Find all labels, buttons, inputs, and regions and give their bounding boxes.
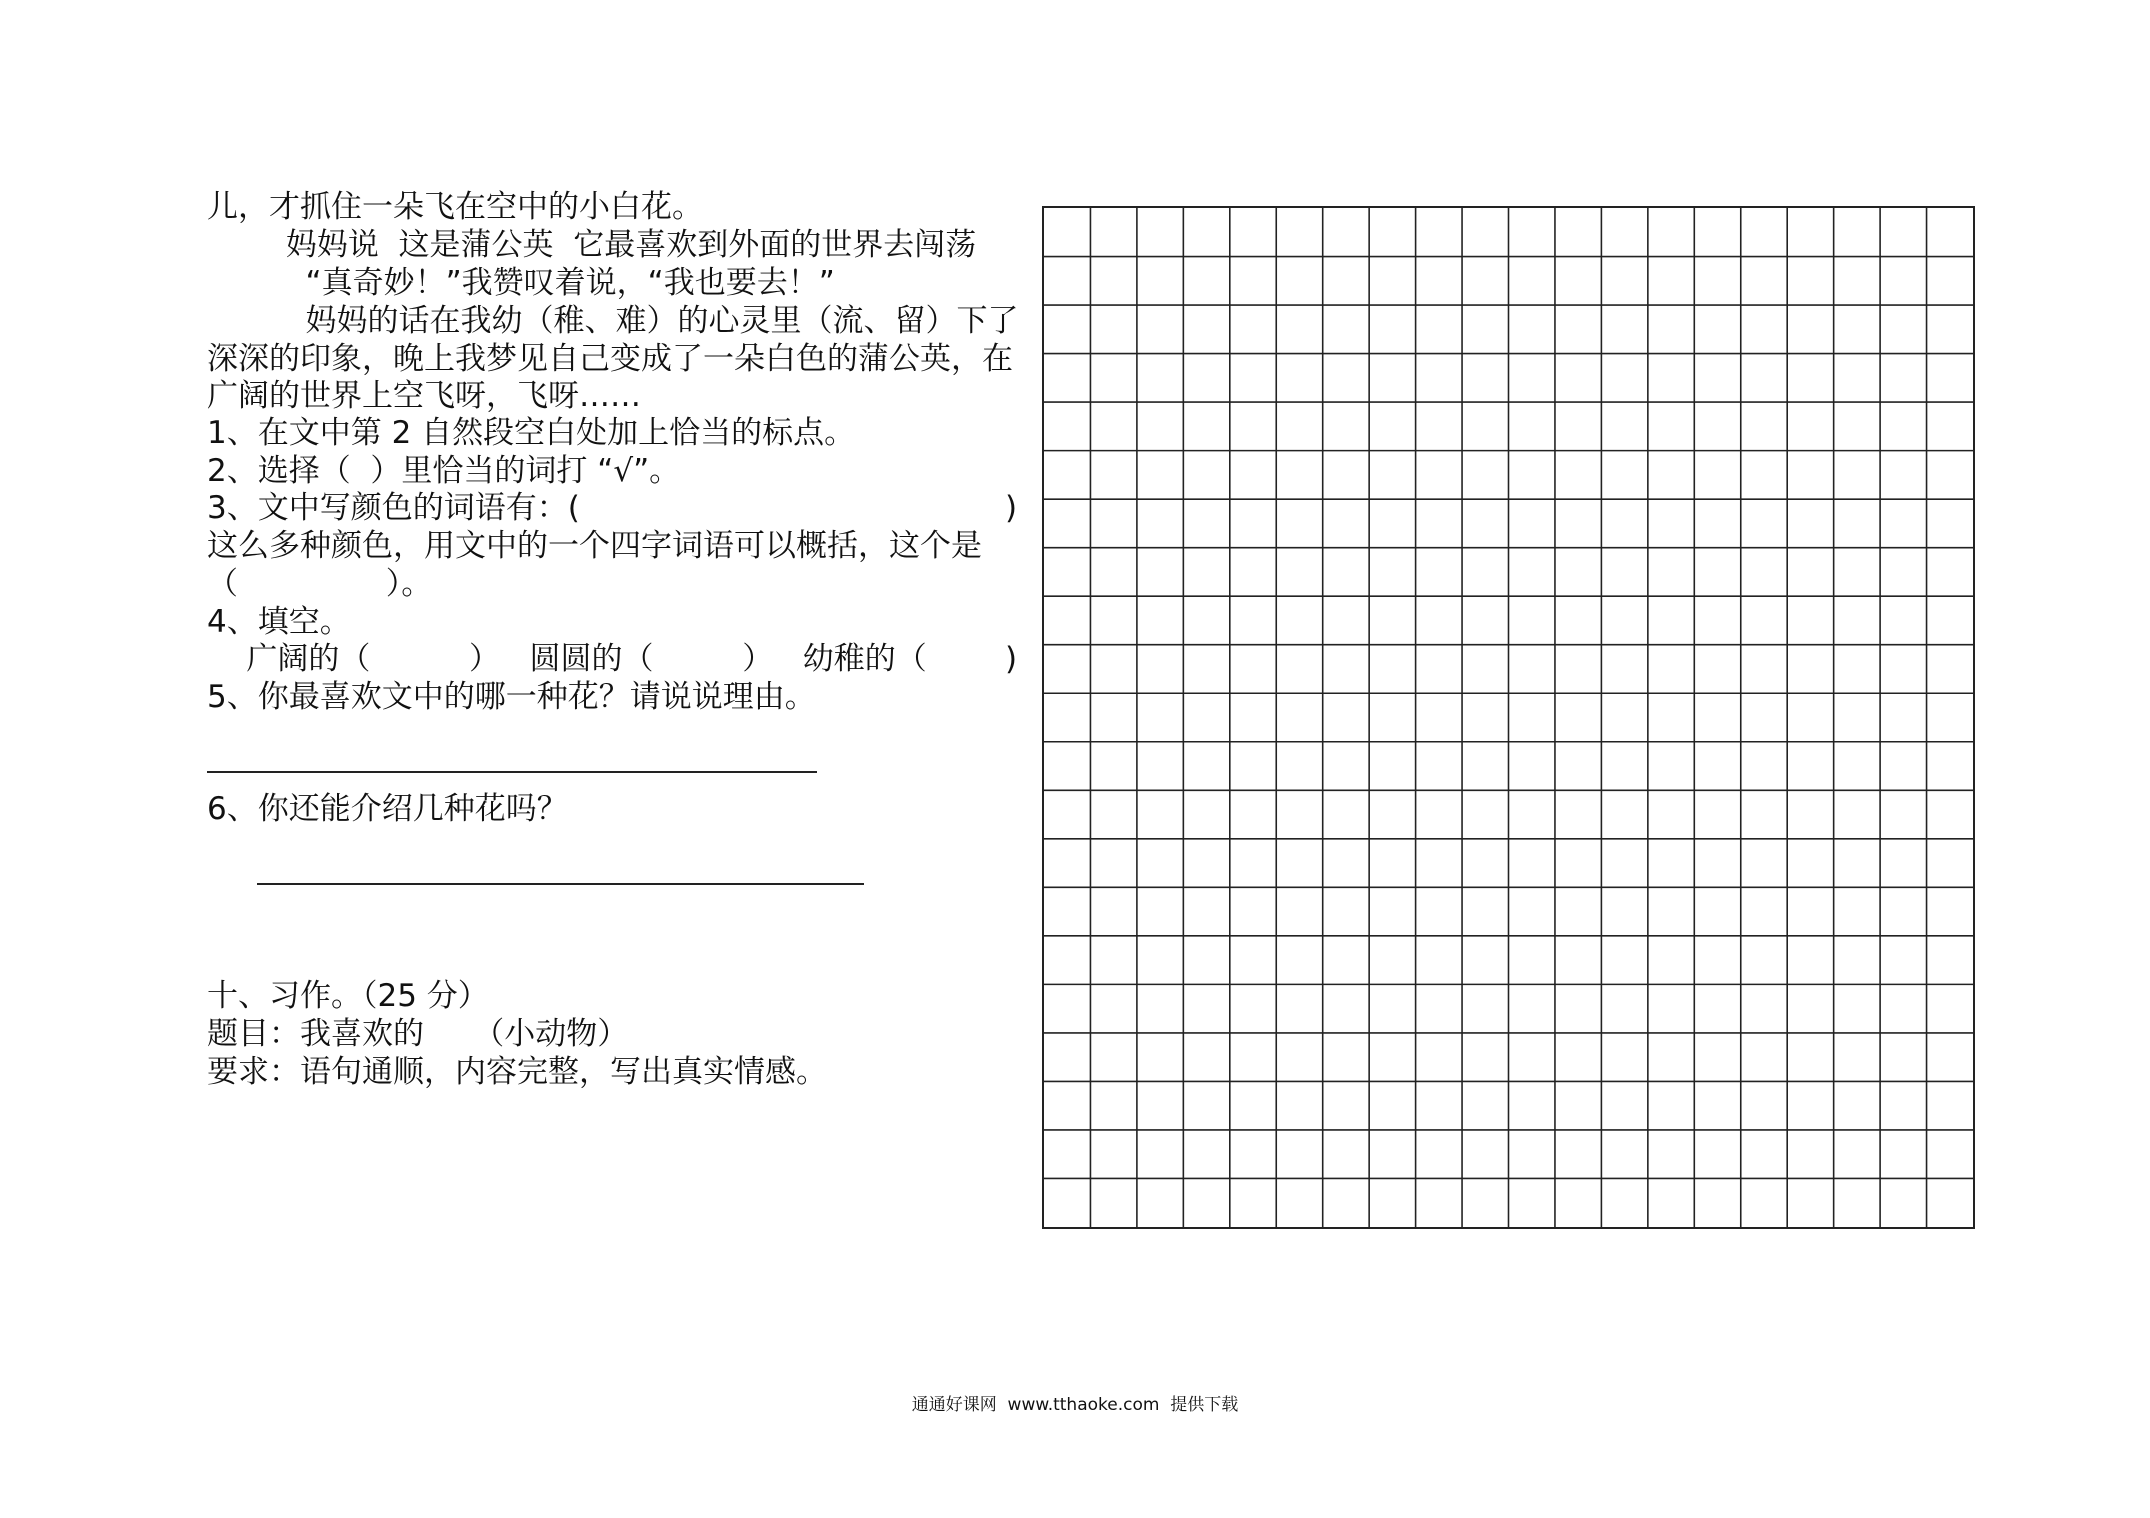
question-4-fill-blanks: 广阔的（ ） 圆圆的（ ） 幼稚的（ bbox=[207, 641, 927, 677]
question-4-close-paren: ) bbox=[1005, 641, 1018, 677]
passage-line-4: 妈妈的话在我幼（稚、难）的心灵里（流、留）下了 bbox=[207, 303, 1019, 339]
question-3-line-3: （ ）。 bbox=[207, 566, 433, 602]
question-1: 1、在文中第 2 自然段空白处加上恰当的标点。 bbox=[207, 415, 856, 451]
composition-topic: 题目：我喜欢的 （小动物） bbox=[207, 1016, 629, 1052]
composition-writing-grid bbox=[1042, 206, 1975, 1229]
footer-source: 通通好课网 www.tthaoke.com 提供下载 bbox=[911, 1395, 1239, 1415]
passage-line-6: 广阔的世界上空飞呀，飞呀…… bbox=[207, 378, 641, 414]
passage-line-3: “真奇妙！”我赞叹着说，“我也要去！” bbox=[207, 265, 835, 301]
passage-line-5: 深深的印象，晚上我梦见自己变成了一朵白色的蒲公英，在 bbox=[207, 341, 1013, 377]
question-6-answer-line bbox=[257, 883, 864, 885]
question-4: 4、填空。 bbox=[207, 604, 351, 640]
question-3: 3、文中写颜色的词语有：( bbox=[207, 490, 580, 526]
question-3-close-paren: ) bbox=[1005, 490, 1018, 526]
question-3-line-2: 这么多种颜色，用文中的一个四字词语可以概括，这个是 bbox=[207, 528, 982, 564]
passage-line-1: 儿，才抓住一朵飞在空中的小白花。 bbox=[207, 189, 703, 225]
question-5-answer-line bbox=[207, 771, 817, 773]
question-2: 2、选择（ ）里恰当的词打 “√”。 bbox=[207, 453, 681, 489]
question-6: 6、你还能介绍几种花吗？ bbox=[207, 791, 568, 827]
passage-line-2: 妈妈说 这是蒲公英 它最喜欢到外面的世界去闯荡 bbox=[207, 227, 977, 263]
composition-heading: 十、习作。（25 分） bbox=[207, 978, 489, 1014]
question-5: 5、你最喜欢文中的哪一种花？请说说理由。 bbox=[207, 679, 816, 715]
composition-requirement: 要求：语句通顺，内容完整，写出真实情感。 bbox=[207, 1054, 827, 1090]
